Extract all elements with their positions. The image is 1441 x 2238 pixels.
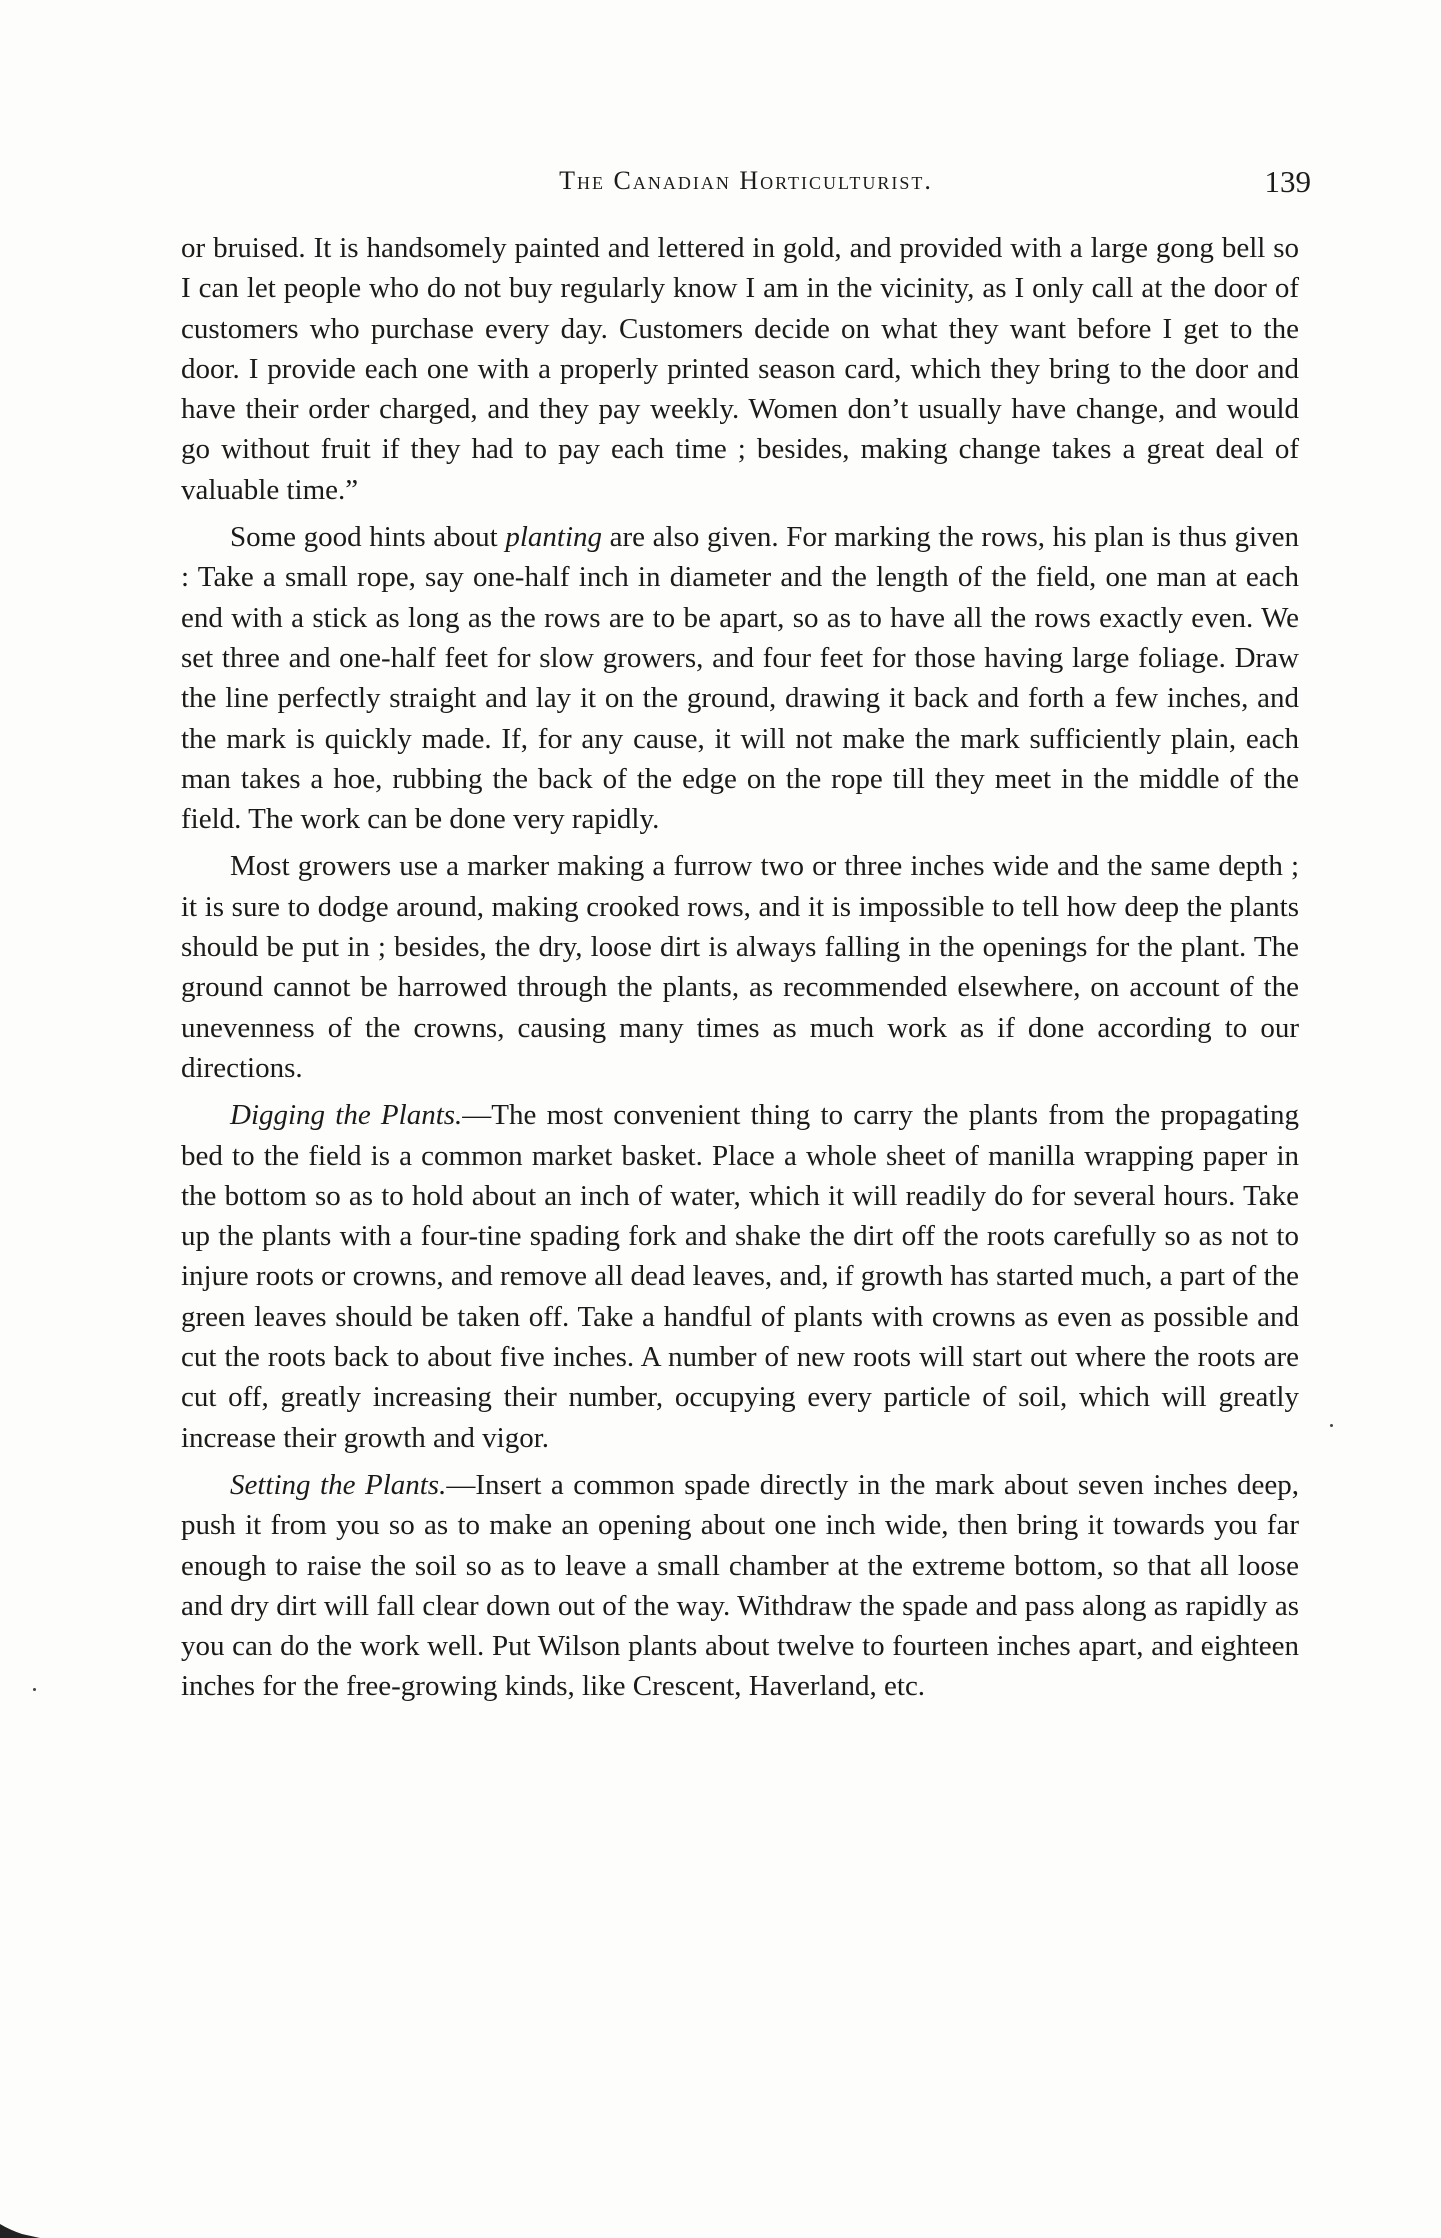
scan-speck (1330, 1424, 1333, 1427)
scan-corner-mark (0, 2216, 40, 2238)
paragraph-setting-plants (181, 1465, 1299, 1707)
planting-emphasis: planting (505, 521, 602, 554)
section-heading-setting: Setting the Plants. (230, 1468, 447, 1501)
journal-title: The Canadian Horticulturist. (559, 166, 933, 195)
running-head (181, 162, 1311, 212)
digging-body-text: —The most convenient thing to carry the plants from the propagating bed to the field is a common market basket. Place a whole sheet of manilla wrapping paper in the bottom so as to hold about an inch of water, which it will readily do for several hours. Take up the plants with a four-tine spading fork and shake the dirt off the roots carefully so as not to injure roots or crowns, and remove all dead leaves, and, if growth has started much, a part of the green leaves should be taken off. Take a handful of plants with crowns as even as possible and cut the roots back to about five inches. A number of new roots will start out where the roots are cut off, greatly increasing their number, occupying every particle of soil, which will greatly increase their growth and vigor. (181, 1099, 1299, 1454)
planting-body-text: are also given. For marking the rows, his plan is thus given : Take a small rope, say one-half inch in diameter and the length of the field, one man at each end with a stick as long as the rows are to be apart, so as to have all the rows exactly even. We set three and one-half feet for slow growers, and four feet for those having large foliage. Draw the line perfectly straight and lay it on the ground, drawing it back and forth a few inches, and the mark is quickly made. If, for any cause, it will not make the mark sufficiently plain, each man takes a hoe, rubbing the back of the edge on the rope till they meet in the middle of the field. The work can be done very rapidly. (181, 521, 1299, 836)
section-heading-digging: Digging the Plants. (230, 1099, 463, 1132)
page-number: 139 (1264, 164, 1311, 199)
planting-intro-text: Some good hints about (230, 521, 506, 554)
article-body (181, 228, 1299, 1714)
paragraph-planting-hints (181, 517, 1299, 839)
paragraph-wagon-description: or bruised. It is handsomely painted and lettered in gold, and provided with a large gong bell so I can let people who do not buy regularly know I am in the vicinity, as I only call at the door of customers who purchase every day. Customers decide on what they want before I get to the door. I provide each one with a properly printed season card, which they bring to the door and have their order charged, and they pay weekly. Women don’t usually have change, and would go without fruit if they had to pay each time ; besides, making change takes a great deal of valuable time.” (181, 232, 1299, 506)
scan-speck (33, 1688, 36, 1691)
setting-body-text: —Insert a common spade directly in the mark about seven inches deep, push it from you so as to make an opening about one inch wide, then bring it towards you far enough to raise the soil so as to leave a small chamber at the extreme bottom, so that all loose and dry dirt will fall clear down out of the way. Withdraw the spade and pass along as rapidly as you can do the work well. Put Wilson plants about twelve to fourteen inches apart, and eighteen inches for the free-growing kinds, like Crescent, Haverland, etc. (181, 1468, 1299, 1703)
paragraph-marker-furrow: Most growers use a marker making a furrow two or three inches wide and the same depth ; it is sure to dodge around, making crooked rows, and it is impossible to tell how deep the plants should be put in ; besides, the dry, loose dirt is always falling in the openings for the plant. The ground cannot be harrowed through the plants, as recommended elsewhere, on account of the unevenness of the crowns, causing many times as much work as if done according to our directions. (181, 850, 1299, 1084)
paragraph-digging-plants (181, 1095, 1299, 1458)
